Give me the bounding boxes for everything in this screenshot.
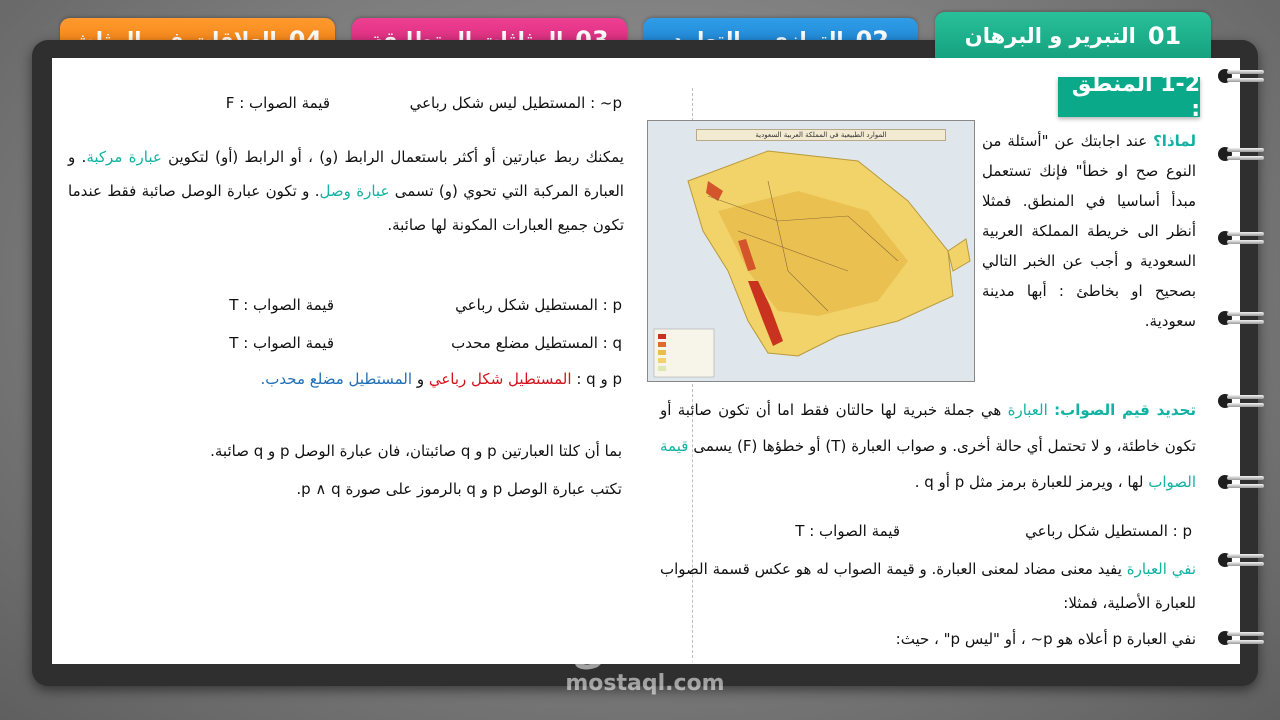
- truth-value-term: قيمة الصواب: [660, 437, 1196, 491]
- compound-term: عبارة مركبة: [86, 148, 162, 166]
- section-title-badge: 1-2 المنطق :: [1058, 77, 1200, 117]
- conj-example-p-value: قيمة الصواب : T: [229, 296, 334, 314]
- tab-label: التبرير و البرهان: [964, 24, 1136, 48]
- spiral-ring: [1218, 146, 1264, 162]
- negated-truth-value: قيمة الصواب : F: [225, 94, 330, 112]
- conclusion-line-2: تكتب عبارة الوصل p و q بالرموز على صورة p ∧ q.: [296, 480, 622, 498]
- conj-example-q: q : المستطيل مضلع محدب: [451, 334, 622, 352]
- conj-prefix: p و q :: [576, 370, 622, 388]
- statement-term: العبارة: [1007, 401, 1048, 419]
- why-text: عند اجابتك عن "أسئلة من النوع صح او خطأ" فإنك تستعمل مبدأ أساسيا في المنطق. فمثلا أنظر الى خريطة المملكة العربية السعودية و أجب عن الخبر التالي بصحيح او بخاطئ : أبها مدينة سعودية.: [982, 132, 1196, 330]
- conj-blue-part: المستطيل مضلع محدب.: [260, 370, 413, 388]
- spiral-ring: [1218, 393, 1264, 409]
- spiral-ring: [1218, 230, 1264, 246]
- spiral-ring: [1218, 310, 1264, 326]
- conj-example-q-value: قيمة الصواب : T: [229, 334, 334, 352]
- saudi-map-image: [647, 120, 975, 382]
- conj-and: و: [416, 370, 425, 388]
- compound-statement-paragraph: يمكنك ربط عبارتين أو أكثر باستعمال الرابط (و) ، أو الرابط (أو) لتكوين عبارة مركبة. و العبارة المركبة التي تحوي (و) تسمى عبارة وصل. و تكون عبارة الوصل صائبة فقط عندما تكون جميع العبارات المكونة لها صائبة.: [68, 148, 624, 234]
- definition-label: تحديد قيم الصواب:: [1054, 401, 1196, 419]
- conj-example-p: p : المستطيل شكل رباعي: [455, 296, 622, 314]
- tab-number: 01: [1147, 22, 1182, 50]
- spiral-ring: [1218, 474, 1264, 490]
- compound-text-3: و تكون عبارة الوصل صائبة فقط عندما تكون جميع العبارات المكونة لها صائبة.: [68, 182, 624, 234]
- definition-text-2: لها ، ويرمز للعبارة برمز مثل p أو q .: [914, 473, 1144, 491]
- conjunction-term: عبارة وصل: [319, 182, 390, 200]
- example-statement-p: p : المستطيل شكل رباعي: [1025, 522, 1192, 540]
- negation-text: يفيد معنى مضاد لمعنى العبارة. و قيمة الصواب له هو عكس قسمة الصواب للعبارة الأصلية، فمثلا:: [660, 560, 1196, 612]
- conj-example-combined: [261, 370, 623, 388]
- compound-text-2: و العبارة المركبة التي تحوي (و) تسمى: [68, 148, 624, 200]
- why-paragraph: [982, 126, 1196, 336]
- spiral-ring: [1218, 630, 1264, 646]
- negated-statement: p~ : المستطيل ليس شكل رباعي: [409, 94, 622, 112]
- watermark-url: mostaql.com: [565, 671, 725, 696]
- definition-text-1: هي جملة خبرية لها حالتان فقط اما أن تكون صائبة أو تكون خاطئة، و لا تحتمل أي حالة أخرى. و صواب العبارة (T) أو خطؤها (F) يسمى: [660, 401, 1196, 455]
- conj-red-part: المستطيل شكل رباعي: [428, 370, 572, 388]
- map-title: الموارد الطبيعية في المملكة العربية السعودية: [696, 129, 946, 141]
- watermark-arabic: مستقل: [571, 627, 719, 673]
- conclusion-line-1: بما أن كلتا العبارتين p و q صائبتان، فان عبارة الوصل p و q صائبة.: [210, 442, 622, 460]
- why-label: لماذا؟: [1153, 132, 1196, 150]
- watermark: [555, 628, 735, 708]
- negation-example: نفي العبارة p أعلاه هو p~ ، أو "ليس p" ، حيث:: [895, 630, 1196, 648]
- negation-term: نفي العبارة: [1126, 560, 1196, 578]
- example-truth-value: قيمة الصواب : T: [795, 522, 900, 540]
- truth-value-definition: [660, 392, 1196, 500]
- spiral-ring: [1218, 552, 1264, 568]
- compound-text-1: يمكنك ربط عبارتين أو أكثر باستعمال الرابط (و) ، أو الرابط (أو) لتكوين: [168, 148, 624, 166]
- spiral-ring: [1218, 68, 1264, 84]
- tab-reasoning-proof[interactable]: [935, 12, 1211, 60]
- negation-paragraph: [660, 552, 1196, 620]
- map-graphic: [648, 121, 975, 382]
